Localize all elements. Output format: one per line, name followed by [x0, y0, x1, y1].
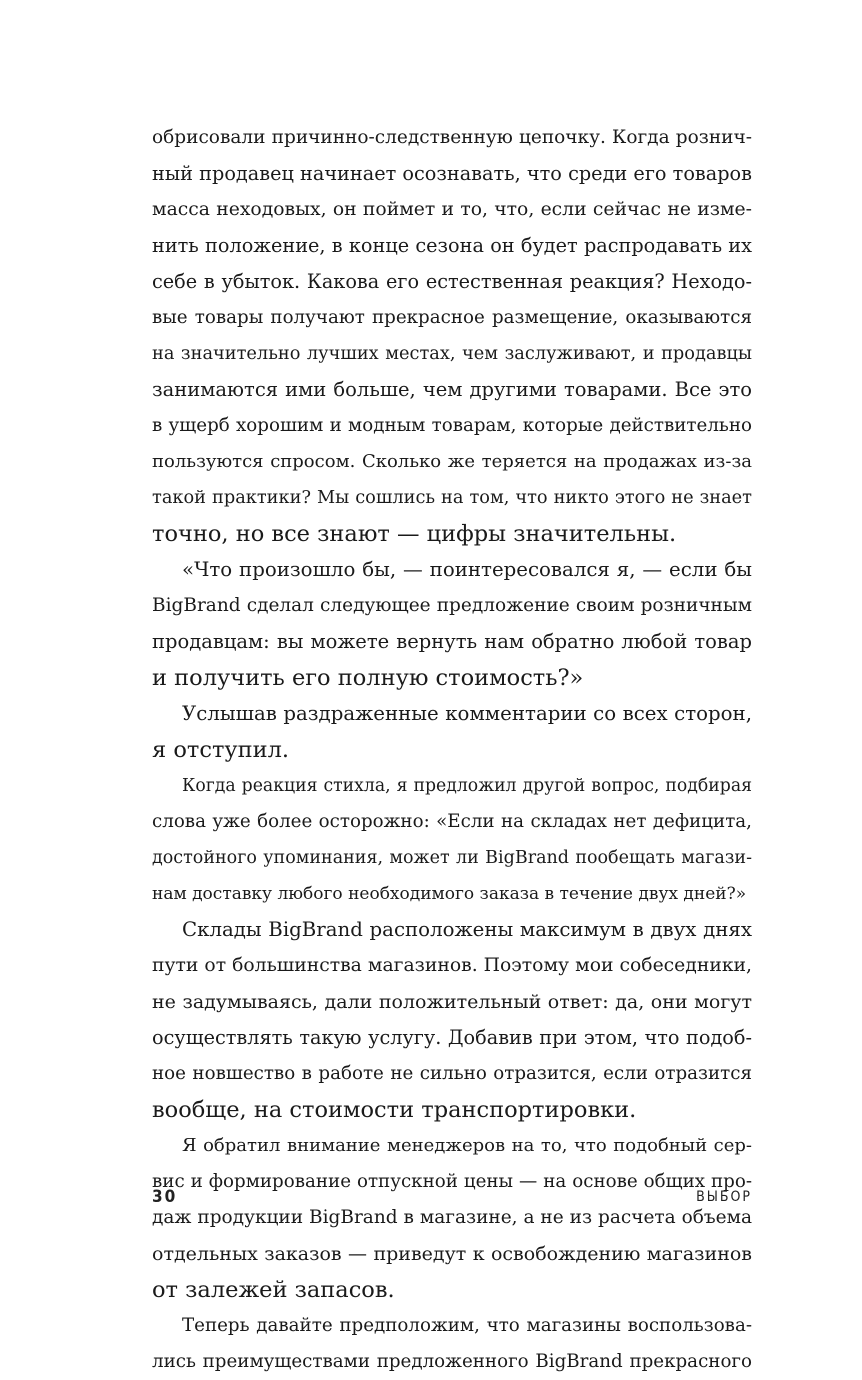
text-line: занимаются ими больше, чем другими товарами. Все это — [152, 378, 752, 401]
text-line: пользуются спросом. Сколько же теряется на продажах из-за — [152, 451, 752, 472]
text-line: Я обратил внимание менеджеров на то, что подобный сер- — [182, 1135, 752, 1156]
text-line: лись преимуществами предложенного BigBrand прекрасного — [152, 1351, 752, 1372]
text-line: точно, но все знают — цифры значительны. — [152, 521, 677, 547]
text-line: нить положение, в конце сезона он будет распродавать их — [152, 234, 752, 257]
text-line: Теперь давайте предположим, что магазины воспользова- — [182, 1315, 752, 1336]
text-line: Услышав раздраженные комментарии со всех сторон, — [182, 702, 752, 725]
text-line: ный продавец начинает осознавать, что среди его товаров — [152, 162, 752, 185]
text-line: «Что произошло бы, — поинтересовался я, — если бы — [182, 558, 752, 581]
text-line: от залежей запасов. — [152, 1277, 395, 1303]
text-line: отдельных заказов — приведут к освобождению магазинов — [152, 1243, 752, 1265]
text-line: даж продукции BigBrand в магазине, а не из расчета объема — [152, 1207, 752, 1228]
page-footer — [152, 1187, 752, 1213]
text-line: Когда реакция стихла, я предложил другой вопрос, подбирая — [182, 776, 752, 796]
text-line: масса неходовых, он поймет и то, что, если сейчас не изме- — [152, 199, 752, 220]
text-line: слова уже более осторожно: «Если на складах нет дефицита, — [152, 811, 752, 832]
text-line: не задумываясь, дали положительный ответ: да, они могут — [152, 991, 752, 1013]
text-line: вис и формирование отпускной цены — на основе общих про- — [152, 1171, 752, 1192]
page-number: 30 — [152, 1187, 178, 1207]
text-line: BigBrand сделал следующее предложение своим розничным — [152, 595, 752, 616]
text-line: обрисовали причинно-следственную цепочку. Когда рознич- — [152, 127, 752, 148]
text-line: нам доставку любого необходимого заказа в течение двух дней?» — [152, 884, 747, 904]
text-line: в ущерб хорошим и модным товарам, которые действительно — [152, 415, 752, 436]
text-line: осуществлять такую услугу. Добавив при этом, что подоб- — [152, 1026, 752, 1049]
text-line: и получить его полную стоимость?» — [152, 665, 584, 691]
text-line: достойного упоминания, может ли BigBrand пообещать магази- — [152, 848, 752, 868]
text-line: такой практики? Мы сошлись на том, что никто этого не знает — [152, 488, 752, 508]
text-line: ное новшество в работе не сильно отразится, если отразится — [152, 1063, 752, 1084]
text-line: на значительно лучших местах, чем заслуживают, и продавцы — [152, 344, 752, 364]
text-line: продавцам: вы можете вернуть нам обратно любой товар — [152, 630, 752, 653]
text-line: вые товары получают прекрасное размещение, оказываются — [152, 307, 752, 328]
running-head: ВЫБОР — [696, 1189, 752, 1205]
text-line: вообще, на стоимости транспортировки. — [152, 1097, 637, 1123]
text-line: пути от большинства магазинов. Поэтому мои собеседники, — [152, 955, 752, 976]
text-line: себе в убыток. Какова его естественная реакция? Неходо- — [152, 270, 752, 293]
text-line: я отступил. — [152, 737, 290, 763]
text-line: Склады BigBrand расположены максимум в двух днях — [182, 918, 752, 941]
